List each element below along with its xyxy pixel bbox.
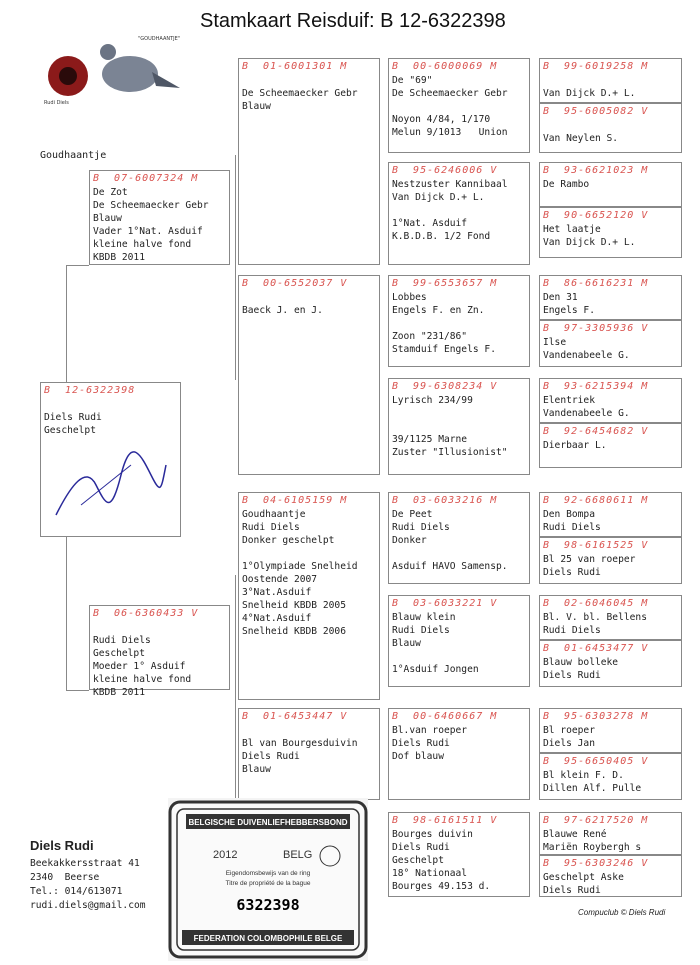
ring-number: B 00-6000069 M [392,61,498,72]
pigeon-details: Lobbes Engels F. en Zn. Zoon "231/86" Stamduif Engels F. [392,292,496,355]
signature [51,445,171,525]
ring-number: B 99-6308234 V [392,381,498,392]
pigeon-card-gen3[interactable] [238,58,380,265]
connector-line [66,690,89,691]
ring-number: B 03-6033221 V [392,598,498,609]
ring-number: B 92-6454682 V [543,426,649,437]
pigeon-card-gen4[interactable] [388,595,530,687]
ring-number: B 95-6650405 V [543,756,649,767]
pigeon-name-label: Goudhaantje [40,150,107,161]
connector-line [235,155,236,380]
ring-number: B 86-6616231 M [543,278,649,289]
pigeon-details: Elentriek Vandenabeele G. [543,395,630,419]
ring-number: B 92-6680611 M [543,495,649,506]
pigeon-details: Dierbaar L. [543,440,607,451]
ring-number: B 03-6033216 M [392,495,498,506]
ring-number: B 99-6553657 M [392,278,498,289]
pigeon-card-gen5[interactable] [539,275,682,320]
pigeon-details: Bl. V. bl. Bellens Rudi Diels [543,612,647,636]
pigeon-card-gen4[interactable] [388,58,530,153]
pigeon-card-gen4[interactable] [388,275,530,367]
pigeon-card-gen3[interactable] [238,708,380,800]
ring-number: B 99-6019258 M [543,61,649,72]
pigeon-details: Bl.van roeper Diels Rudi Dof blauw [392,725,468,762]
ring-number: B 95-6303246 V [543,858,649,869]
ring-number: B 97-6217520 M [543,815,649,826]
pigeon-details: Blauw klein Rudi Diels Blauw 1°Asduif Jongen [392,612,479,675]
pigeon-card-gen4[interactable] [388,378,530,475]
pigeon-details: Van Neylen S. [543,133,619,144]
card-year: 2012 [213,849,238,861]
card-country: BELG [283,849,313,861]
pigeon-card-gen5[interactable] [539,537,682,584]
ring-number: B 12-6322398 [44,385,136,396]
pigeon-details: Blauwe René Mariën Roybergh s [543,829,642,853]
owner-street: Beekakkersstraat 41 [30,858,140,869]
owner-email[interactable]: rudi.diels@gmail.com [30,900,146,911]
connector-line [235,575,236,800]
ring-number: B 06-6360433 V [93,608,199,619]
pigeon-card-gen5[interactable] [539,595,682,640]
pigeon-details: Nestzuster Kannibaal Van Dijck D.+ L. 1°Nat. Asduif K.B.D.B. 1/2 Fond [392,179,508,242]
ring-number: B 95-6246006 V [392,165,498,176]
card-ring-number: 6322398 [236,896,300,914]
card-org-top: BELGISCHE DUIVENLIEFHEBBERSBOND [188,818,348,827]
pigeon-details: Diels Rudi Geschelpt [44,412,102,436]
pigeon-card-gen4[interactable] [388,812,530,897]
pigeon-card-gen5[interactable] [539,378,682,423]
pigeon-card-gen3[interactable] [238,492,380,700]
owner-tel: Tel.: 014/613071 [30,886,123,897]
pigeon-details: Bl roeper Diels Jan [543,725,595,749]
pigeon-details: De Peet Rudi Diels Donker Asduif HAVO Samensp. [392,509,508,572]
pigeon-card-gen5[interactable] [539,423,682,468]
pigeon-card-gen5[interactable] [539,103,682,153]
pigeon-card-gen5[interactable] [539,162,682,207]
pigeon-card-father[interactable] [89,170,230,265]
pigeon-card-gen5[interactable] [539,753,682,800]
pigeon-card-gen5[interactable] [539,855,682,897]
ring-number: B 01-6453447 V [242,711,348,722]
ring-number: B 04-6105159 M [242,495,348,506]
owner-city: 2340 Beerse [30,872,100,883]
owner-block [30,838,146,913]
pigeon-card-gen5[interactable] [539,492,682,537]
pigeon-details: Geschelpt Aske Diels Rudi [543,872,624,896]
logo-owner: Rudi Diels [44,100,69,106]
pigeon-card-subject[interactable] [40,382,181,537]
pigeon-card-gen5[interactable] [539,812,682,855]
pigeon-card-mother[interactable] [89,605,230,698]
ring-number: B 95-6303278 M [543,711,649,722]
pigeon-card-gen5[interactable] [539,640,682,687]
ring-number: B 98-6161525 V [543,540,649,551]
ring-number: B 00-6552037 V [242,278,348,289]
footer-credit: Compuclub © Diels Rudi [578,908,666,917]
ring-number: B 98-6161511 V [392,815,498,826]
pigeon-card-gen4[interactable] [388,492,530,584]
pigeon-card-gen4[interactable] [388,162,530,265]
ring-number: B 93-6215394 M [543,381,649,392]
logo-bird-name: "GOUDHAANTJE" [138,36,181,42]
ring-ownership-card [168,798,368,961]
pigeon-details: Rudi Diels Geschelpt Moeder 1° Asduif kleine halve fond KBDB 2011 [93,635,192,698]
pigeon-details: Het laatje Van Dijck D.+ L. [543,224,636,248]
club-logo [40,28,210,108]
ring-number: B 07-6007324 M [93,173,199,184]
pigeon-card-gen5[interactable] [539,207,682,258]
ring-number: B 95-6005082 V [543,106,649,117]
pigeon-details: Goudhaantje Rudi Diels Donker geschelpt 1°Olympiade Snelheid Oostende 2007 3°Nat.Asduif Snelheid KBDB 2005 4°Nat.Asduif Snelheid KBDB 2006 [242,509,358,637]
pigeon-details: Den Bompa Rudi Diels [543,509,601,533]
pigeon-details: De "69" De Scheemaecker Gebr Noyon 4/84, 1/170 Melun 9/1013 Union [392,75,508,138]
ring-number: B 01-6001301 M [242,61,348,72]
pigeon-details: De Rambo [543,179,590,190]
pigeon-details: Ilse Vandenabeele G. [543,337,630,361]
card-org-bottom: FEDERATION COLOMBOPHILE BELGE [193,934,343,943]
ring-number: B 90-6652120 V [543,210,649,221]
pigeon-details: De Scheemaecker Gebr Blauw [242,88,358,112]
owner-name: Diels Rudi [30,838,94,853]
card-line2: Titre de propriété de la bague [225,880,311,887]
pigeon-details: Bourges duivin Diels Rudi Geschelpt 18° Nationaal Bourges 49.153 d. [392,829,491,892]
card-line1: Eigendomsbewijs van de ring [225,870,311,877]
ring-number: B 93-6621023 M [543,165,649,176]
ring-number: B 00-6460667 M [392,711,498,722]
pigeon-card-gen5[interactable] [539,708,682,753]
pigeon-details: Baeck J. en J. [242,305,323,316]
pigeon-details: Bl 25 van roeper Diels Rudi [543,554,636,578]
pigeon-details: De Zot De Scheemaecker Gebr Blauw Vader 1°Nat. Asduif kleine halve fond KBDB 2011 [93,187,209,263]
connector-line [66,265,89,266]
pigeon-details: Bl klein F. D. Dillen Alf. Pulle [543,770,642,794]
pigeon-details: Van Dijck D.+ L. [543,88,636,99]
pigeon-card-gen5[interactable] [539,320,682,367]
pigeon-card-gen3[interactable] [238,275,380,475]
pigeon-details: Den 31 Engels F. [543,292,595,316]
ring-number: B 02-6046045 M [543,598,649,609]
pigeon-details: Blauw bolleke Diels Rudi [543,657,619,681]
pigeon-card-gen4[interactable] [388,708,530,800]
pigeon-details: Bl van Bourgesduivin Diels Rudi Blauw [242,738,358,775]
pigeon-card-gen5[interactable] [539,58,682,103]
ring-number: B 01-6453477 V [543,643,649,654]
ring-number: B 97-3305936 V [543,323,649,334]
pigeon-details: Lyrisch 234/99 39/1125 Marne Zuster "Illusionist" [392,395,508,458]
page-title: Stamkaart Reisduif: B 12-6322398 [200,10,506,32]
